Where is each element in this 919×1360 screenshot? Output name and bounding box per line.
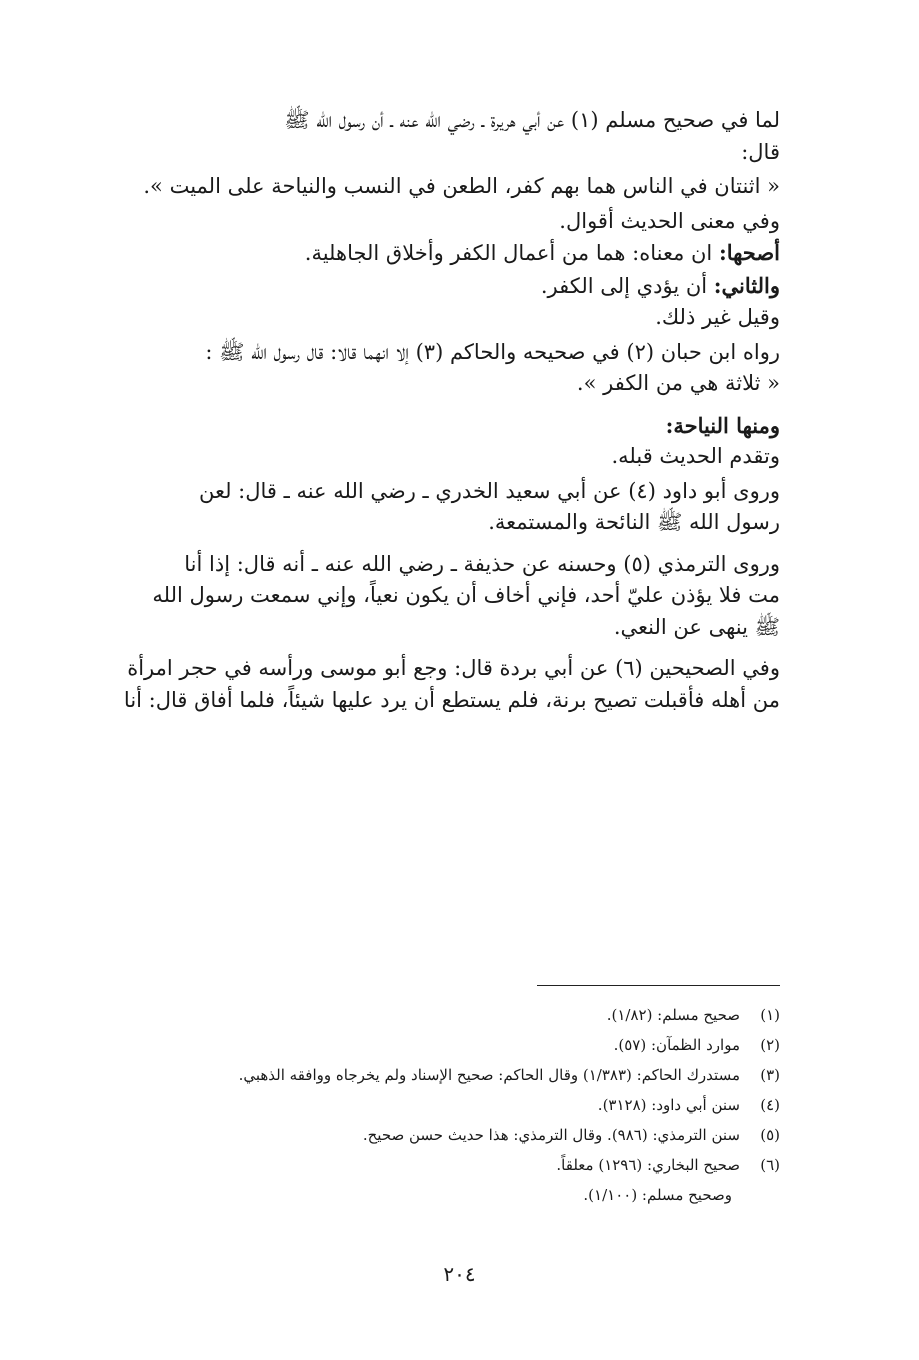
footnote-number: (٤) <box>760 1096 780 1114</box>
footnote-continuation: وصحيح مسلم: (١/١٠٠). <box>583 1186 732 1204</box>
footnote-number: (٢) <box>760 1036 780 1054</box>
text-line: رواه ابن حبان (٢) في صحيحه والحاكم (٣) إلا انهما قالا: قال رسول الله ﷺ : <box>205 339 780 364</box>
section-heading: ومنها النياحة: <box>665 412 780 438</box>
footnote-divider <box>537 985 780 986</box>
text-line: رسول الله ﷺ النائحة والمستمعة. <box>488 510 780 534</box>
footnote-number: (٣) <box>760 1066 780 1084</box>
footnote-text: صحيح مسلم: (١/٨٢). <box>606 1006 740 1024</box>
text-line: وقيل غير ذلك. <box>655 305 780 329</box>
text-line: وفي الصحيحين (٦) عن أبي بردة قال: وجع أبو موسى ورأسه في حجر امرأة <box>127 656 780 680</box>
text-line: وروى أبو داود (٤) عن أبي سعيد الخدري ـ رضي الله عنه ـ قال: لعن <box>198 478 780 503</box>
footnote <box>78 1065 780 1086</box>
page-number: ٢٠٤ <box>443 1262 476 1286</box>
text-line: قال: <box>741 139 780 164</box>
footnote-text: مستدرك الحاكم: (١/٣٨٣) وقال الحاكم: صحيح الإسناد ولم يخرجاه ووافقه الذهبي. <box>238 1066 740 1084</box>
footnote <box>78 1035 780 1056</box>
text-line: لما في صحيح مسلم (١) عن أبي هريرة ـ رضي الله عنه ـ أن رسول الله ﷺ <box>284 108 780 132</box>
hadith-quote: « اثنتان في الناس هما بهم كفر، الطعن في النسب والنياحة على الميت ». <box>143 174 780 198</box>
footnote <box>78 1155 780 1176</box>
bold-label: أصحها: <box>718 240 780 265</box>
text-line <box>78 270 780 303</box>
text-span: ان معناه: هما من أعمال الكفر وأخلاق الجاهلية. <box>304 241 719 265</box>
footnote-number: (١) <box>760 1006 780 1024</box>
bold-label: والثاني: <box>713 272 780 298</box>
footnote-text: سنن أبي داود: (٣١٢٨). <box>597 1096 740 1114</box>
footnote-text: سنن الترمذي: (٩٨٦). وقال الترمذي: هذا حديث حسن صحيح. <box>362 1126 740 1144</box>
text-line <box>78 237 780 270</box>
footnote-number: (٦) <box>760 1156 780 1174</box>
text-line: وروى الترمذي (٥) وحسنه عن حذيفة ـ رضي الله عنه ـ أنه قال: إذا أنا <box>184 551 780 576</box>
footnotes <box>78 1005 780 1215</box>
text-line: من أهله فأقبلت تصيح برنة، فلم يستطع أن يرد عليها شيئاً، فلما أفاق قال: أنا <box>123 687 780 712</box>
footnote <box>78 1095 780 1116</box>
footnote-number: (٥) <box>760 1126 780 1144</box>
footnote-text: صحيح البخاري: (١٢٩٦) معلقاً. <box>556 1156 740 1174</box>
text-span: أن يؤدي إلى الكفر. <box>540 273 714 298</box>
footnote-text: موارد الظمآن: (٥٧). <box>613 1036 740 1054</box>
footnote <box>78 1125 780 1146</box>
text-line: مت فلا يؤذن عليّ أحد، فإني أخاف أن يكون نعياً، وإني سمعت رسول الله <box>152 583 780 607</box>
main-text <box>78 105 780 716</box>
hadith-quote: « ثلاثة هي من الكفر ». <box>576 371 780 395</box>
footnote <box>78 1005 780 1026</box>
text-line: وتقدم الحديث قبله. <box>611 444 780 468</box>
text-line: وفي معنى الحديث أقوال. <box>559 208 780 233</box>
text-line: ﷺ ينهى عن النعي. <box>613 614 780 639</box>
